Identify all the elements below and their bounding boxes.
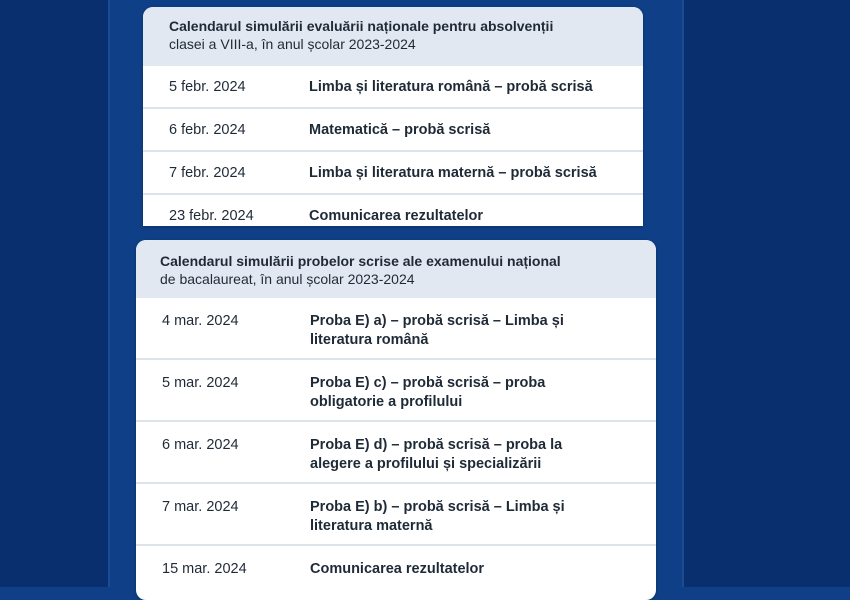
table-row	[136, 484, 656, 546]
table-row	[136, 422, 656, 484]
right-divider-stripe	[682, 0, 684, 587]
header-line-2: de bacalaureat, în anul școlar 2023-2024	[160, 271, 415, 287]
row-date: 23 febr. 2024	[169, 208, 254, 224]
table-row	[143, 66, 643, 109]
row-event: Proba E) d) – probă scrisă – proba la alegere a profilului și specializării	[310, 437, 563, 472]
bacalaureat-card	[136, 240, 656, 600]
row-date: 4 mar. 2024	[162, 313, 239, 329]
row-event: Comunicarea rezultatelor	[310, 561, 485, 577]
row-date: 5 mar. 2024	[162, 375, 239, 391]
row-date: 6 febr. 2024	[169, 122, 246, 138]
row-event: Limba și literatura română – probă scrisă	[309, 79, 593, 95]
table-row	[136, 546, 656, 600]
row-event: Matematică – probă scrisă	[309, 122, 491, 138]
evaluare-nationala-header	[143, 7, 643, 66]
bacalaureat-header	[136, 240, 656, 298]
row-event: Proba E) a) – probă scrisă – Limba și literatura română	[310, 313, 564, 348]
row-date: 7 febr. 2024	[169, 165, 246, 181]
left-dark-band	[0, 0, 110, 587]
header-line-1: Calendarul simulării probelor scrise ale examenului național	[160, 253, 561, 269]
table-row	[143, 195, 643, 226]
table-row	[143, 152, 643, 195]
table-row	[136, 360, 656, 422]
row-event: Proba E) c) – probă scrisă – proba obligatorie a profilului	[310, 375, 546, 410]
row-event: Proba E) b) – probă scrisă – Limba și literatura maternă	[310, 499, 565, 534]
table-row	[136, 298, 656, 360]
left-divider-stripe	[108, 0, 110, 587]
row-event: Limba și literatura maternă – probă scrisă	[309, 165, 597, 181]
row-date: 5 febr. 2024	[169, 79, 246, 95]
row-date: 15 mar. 2024	[162, 561, 247, 577]
right-dark-band	[684, 0, 850, 587]
evaluare-nationala-card	[143, 7, 643, 226]
row-date: 7 mar. 2024	[162, 499, 239, 515]
row-date: 6 mar. 2024	[162, 437, 239, 453]
header-line-2: clasei a VIII-a, în anul școlar 2023-2024	[169, 36, 416, 52]
table-row	[143, 109, 643, 152]
header-line-1: Calendarul simulării evaluării naționale pentru absolvenții	[169, 18, 554, 34]
row-event: Comunicarea rezultatelor	[309, 208, 484, 224]
